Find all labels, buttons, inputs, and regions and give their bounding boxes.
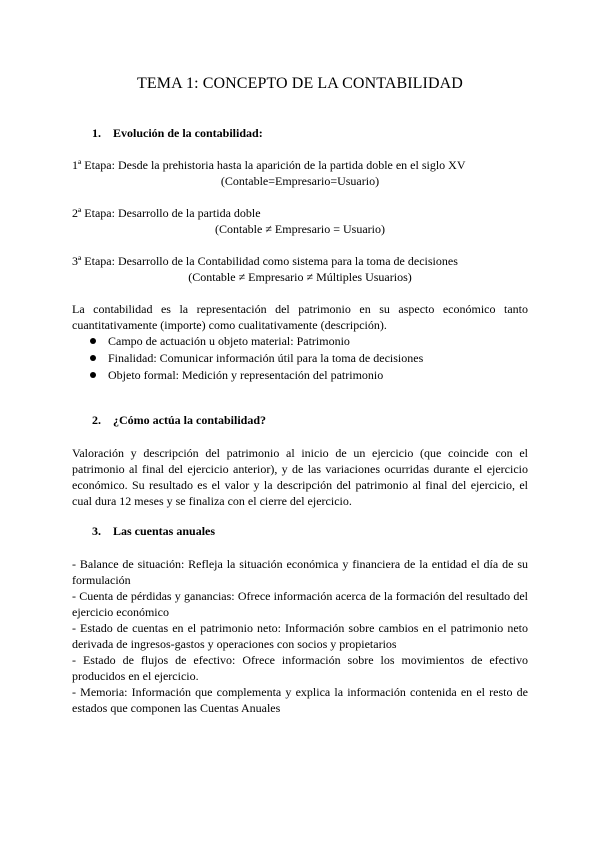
list-item: - Memoria: Información que complementa y explica la información contenida en el resto de estados que componen las Cuentas Anuales xyxy=(72,685,528,715)
section-2-number: 2. xyxy=(92,413,101,427)
stage-1-line: 1ª Etapa: Desde la prehistoria hasta la aparición de la partida doble en el siglo XV xyxy=(72,158,466,172)
stage-1 xyxy=(72,157,528,189)
stage-3-line: 3ª Etapa: Desarrollo de la Contabilidad como sistema para la toma de decisiones xyxy=(72,254,458,268)
bullet-list xyxy=(72,333,423,384)
section-3-title: Las cuentas anuales xyxy=(113,524,216,538)
list-item: Finalidad: Comunicar información útil para la toma de decisiones xyxy=(72,350,423,367)
list-item: Campo de actuación u objeto material: Patrimonio xyxy=(72,333,423,350)
stage-3-formula: (Contable ≠ Empresario ≠ Múltiples Usuarios) xyxy=(188,270,412,284)
section-2-title: ¿Cómo actúa la contabilidad? xyxy=(113,413,267,427)
page-title: TEMA 1: CONCEPTO DE LA CONTABILIDAD xyxy=(137,75,463,92)
list-item: - Estado de flujos de efectivo: Ofrece información sobre los movimientos de efectivo producidos en el ejercicio. xyxy=(72,653,528,683)
list-item: - Cuenta de pérdidas y ganancias: Ofrece información acerca de la formación del resultado del ejercicio económico xyxy=(72,589,528,619)
list-item: - Estado de cuentas en el patrimonio neto: Información sobre cambios en el patrimonio neto derivada de ingresos-gastos y operaciones con socios y propietarios xyxy=(72,621,528,651)
section-2-heading xyxy=(92,412,266,428)
bullet-icon xyxy=(90,355,96,361)
bullet-icon xyxy=(90,338,96,344)
list-item: - Balance de situación: Refleja la situación económica y financiera de la entidad el día de su formulación xyxy=(72,557,528,587)
stage-1-formula: (Contable=Empresario=Usuario) xyxy=(220,174,380,188)
stage-3 xyxy=(72,253,528,285)
definition-paragraph: La contabilidad es la representación del patrimonio en su aspecto económico tanto cuantitativamente (importe) como cualitativamente (descripción). xyxy=(72,302,528,332)
stage-2 xyxy=(72,205,528,237)
section-2-paragraph: Valoración y descripción del patrimonio al inicio de un ejercicio (que coincide con el patrimonio al final del ejercicio anterior), y de las variaciones ocurridas durante el ejercicio económico. Su resultado es el valor y la descripción del patrimonio al final del ejercicio, el cual dura 12 meses y se finaliza con el cierre del ejercicio. xyxy=(72,446,528,508)
section-1-title: Evolución de la contabilidad: xyxy=(113,126,263,140)
annual-accounts-list xyxy=(72,556,528,716)
section-3-heading xyxy=(92,523,215,539)
bullet-icon xyxy=(90,372,96,378)
stage-2-formula: (Contable ≠ Empresario = Usuario) xyxy=(215,222,385,236)
section-1-heading xyxy=(92,125,263,141)
list-item: Objeto formal: Medición y representación del patrimonio xyxy=(72,367,423,384)
stage-2-line: 2ª Etapa: Desarrollo de la partida doble xyxy=(72,206,261,220)
section-1-number: 1. xyxy=(92,126,101,140)
section-3-number: 3. xyxy=(92,524,101,538)
